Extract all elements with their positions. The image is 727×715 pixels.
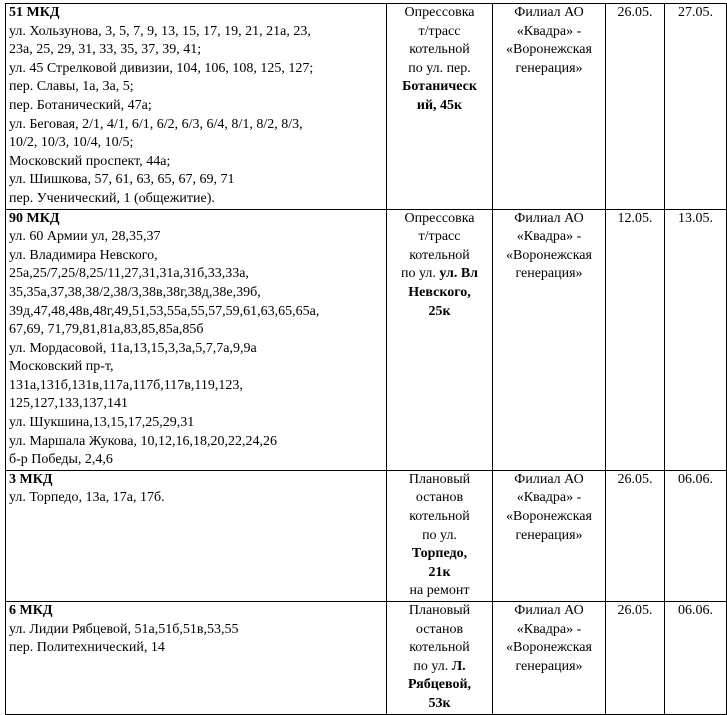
end-date: 27.05. (665, 4, 727, 210)
address-line: 125,127,133,137,141 (9, 396, 128, 412)
work-text: Опрессовка (404, 210, 475, 226)
work-text: котельной (409, 247, 470, 263)
org-text: Филиал АО (514, 5, 584, 20)
address-line: 39д,47,48,48в,48г,49,51,53,55а,55,57,59,61,63,65,65а, (9, 303, 320, 319)
address-line: ул. 60 Армии ул, 28,35,37 (9, 229, 161, 245)
organization-cell (493, 470, 606, 601)
table-row (6, 602, 727, 715)
org-text: Филиал АО (514, 471, 584, 487)
address-line: пер. Ботанический, 47а; (9, 97, 152, 113)
work-text: останов (415, 621, 464, 637)
work-text: котельной (409, 509, 470, 525)
addresses-cell (6, 209, 387, 470)
boiler-name: Невского, (408, 284, 471, 300)
boiler-name: Л. (451, 658, 466, 674)
work-type-cell (387, 209, 493, 470)
organization-cell (493, 209, 606, 470)
work-text: по ул. (422, 527, 457, 543)
outage-schedule-table (5, 3, 727, 715)
address-line: 131а,131б,131в,117а,117б,117в,119,123, (9, 377, 243, 393)
org-text: генерация» (515, 266, 583, 282)
work-text: по ул. (400, 266, 440, 282)
address-line: ул. 45 Стрелковой дивизии, 104, 106, 108, 125, 127; (9, 60, 314, 76)
address-line: ул. Хользунова, 3, 5, 7, 9, 13, 15, 17, 19, 21, 21а, 23, (9, 23, 311, 39)
org-text: генерация» (515, 658, 583, 674)
organization-cell (493, 602, 606, 715)
addresses-cell (6, 4, 387, 210)
address-line: ул. Беговая, 2/1, 4/1, 6/1, 6/2, 6/3, 6/4, 8/1, 8/2, 8/3, (9, 116, 303, 132)
start-date: 12.05. (606, 209, 665, 470)
boiler-name: 21к (428, 564, 451, 580)
work-text: на ремонт (409, 583, 470, 599)
building-count: 3 МКД (9, 471, 53, 487)
address-line: 67,69, 71,79,81,81а,83,85,85а,85б (9, 322, 204, 338)
end-date: 06.06. (665, 470, 727, 601)
end-date: 13.05. (665, 209, 727, 470)
organization-cell (493, 4, 606, 210)
address-line: ул. Лидии Рябцевой, 51а,51б,51в,53,55 (9, 621, 239, 637)
end-date: 06.06. (665, 602, 727, 715)
work-mixed-line (390, 658, 489, 677)
address-line: ул. Шишкова, 57, 61, 63, 65, 67, 69, 71 (9, 172, 235, 188)
work-mixed-line (390, 265, 489, 284)
start-date: 26.05. (606, 4, 665, 210)
address-line: Московский пр-т, (9, 359, 114, 375)
work-text: т/трасс (418, 23, 461, 39)
address-line: ул. Шукшина,13,15,17,25,29,31 (9, 415, 195, 431)
org-text: «Воронежская (506, 42, 592, 58)
boiler-name: Ботаническ (402, 79, 477, 95)
work-text: Плановый (408, 603, 471, 618)
boiler-name: ул. Вл (439, 266, 479, 282)
address-line: 35,35а,37,38,38/2,38/3,38в,38г,38д,38е,39б, (9, 284, 261, 300)
work-text: т/трасс (418, 229, 461, 245)
boiler-name: Рябцевой, (407, 677, 472, 693)
start-date: 26.05. (606, 602, 665, 715)
boiler-name: 53к (428, 695, 451, 711)
boiler-name: Торпедо, (411, 546, 468, 562)
work-type-cell (387, 470, 493, 601)
org-text: «Квадра» - (516, 23, 582, 39)
boiler-name: ий, 45к (416, 97, 463, 113)
work-text: по ул. (413, 658, 452, 674)
work-type-cell (387, 4, 493, 210)
work-text: Опрессовка (404, 5, 475, 20)
address-line: ул. Маршала Жукова, 10,12,16,18,20,22,24,26 (9, 433, 277, 449)
work-text: Плановый (408, 471, 471, 487)
org-text: «Квадра» - (516, 621, 582, 637)
addresses-cell (6, 470, 387, 601)
address-line: ул. Торпедо, 13а, 17а, 17б. (9, 490, 165, 506)
address-line: пер. Ученический, 1 (общежитие). (9, 190, 215, 206)
org-text: «Воронежская (506, 247, 592, 263)
address-line: пер. Политехнический, 14 (9, 640, 165, 656)
org-text: Филиал АО (514, 603, 584, 618)
org-text: Филиал АО (514, 210, 584, 226)
start-date: 26.05. (606, 470, 665, 601)
org-text: «Воронежская (506, 509, 592, 525)
work-text: останов (415, 490, 464, 506)
org-text: «Квадра» - (516, 229, 582, 245)
address-line: б-р Победы, 2,4,6 (9, 452, 113, 468)
building-count: 6 МКД (9, 603, 53, 618)
work-text: котельной (409, 640, 470, 656)
building-count: 51 МКД (9, 5, 60, 20)
table-row (6, 470, 727, 601)
table-row (6, 4, 727, 210)
work-text: по ул. пер. (408, 60, 471, 76)
address-line: Московский проспект, 44а; (9, 153, 171, 169)
address-line: ул. Мордасовой, 11а,13,15,3,3а,5,7,7а,9,9а (9, 340, 257, 356)
table-row (6, 209, 727, 470)
org-text: генерация» (515, 527, 583, 543)
org-text: «Воронежская (506, 640, 592, 656)
boiler-name: 25к (428, 303, 451, 319)
org-text: «Квадра» - (516, 490, 582, 506)
building-count: 90 МКД (9, 210, 60, 226)
org-text: генерация» (515, 60, 583, 76)
work-text: котельной (409, 42, 470, 58)
address-line: 23а, 25, 29, 31, 33, 35, 37, 39, 41; (9, 42, 202, 58)
address-line: 10/2, 10/3, 10/4, 10/5; (9, 135, 134, 151)
address-line: пер. Славы, 1а, 3а, 5; (9, 79, 134, 95)
address-line: ул. Владимира Невского, (9, 247, 158, 263)
address-line: 25а,25/7,25/8,25/11,27,31,31а,31б,33,33а, (9, 266, 249, 282)
work-type-cell (387, 602, 493, 715)
addresses-cell (6, 602, 387, 715)
